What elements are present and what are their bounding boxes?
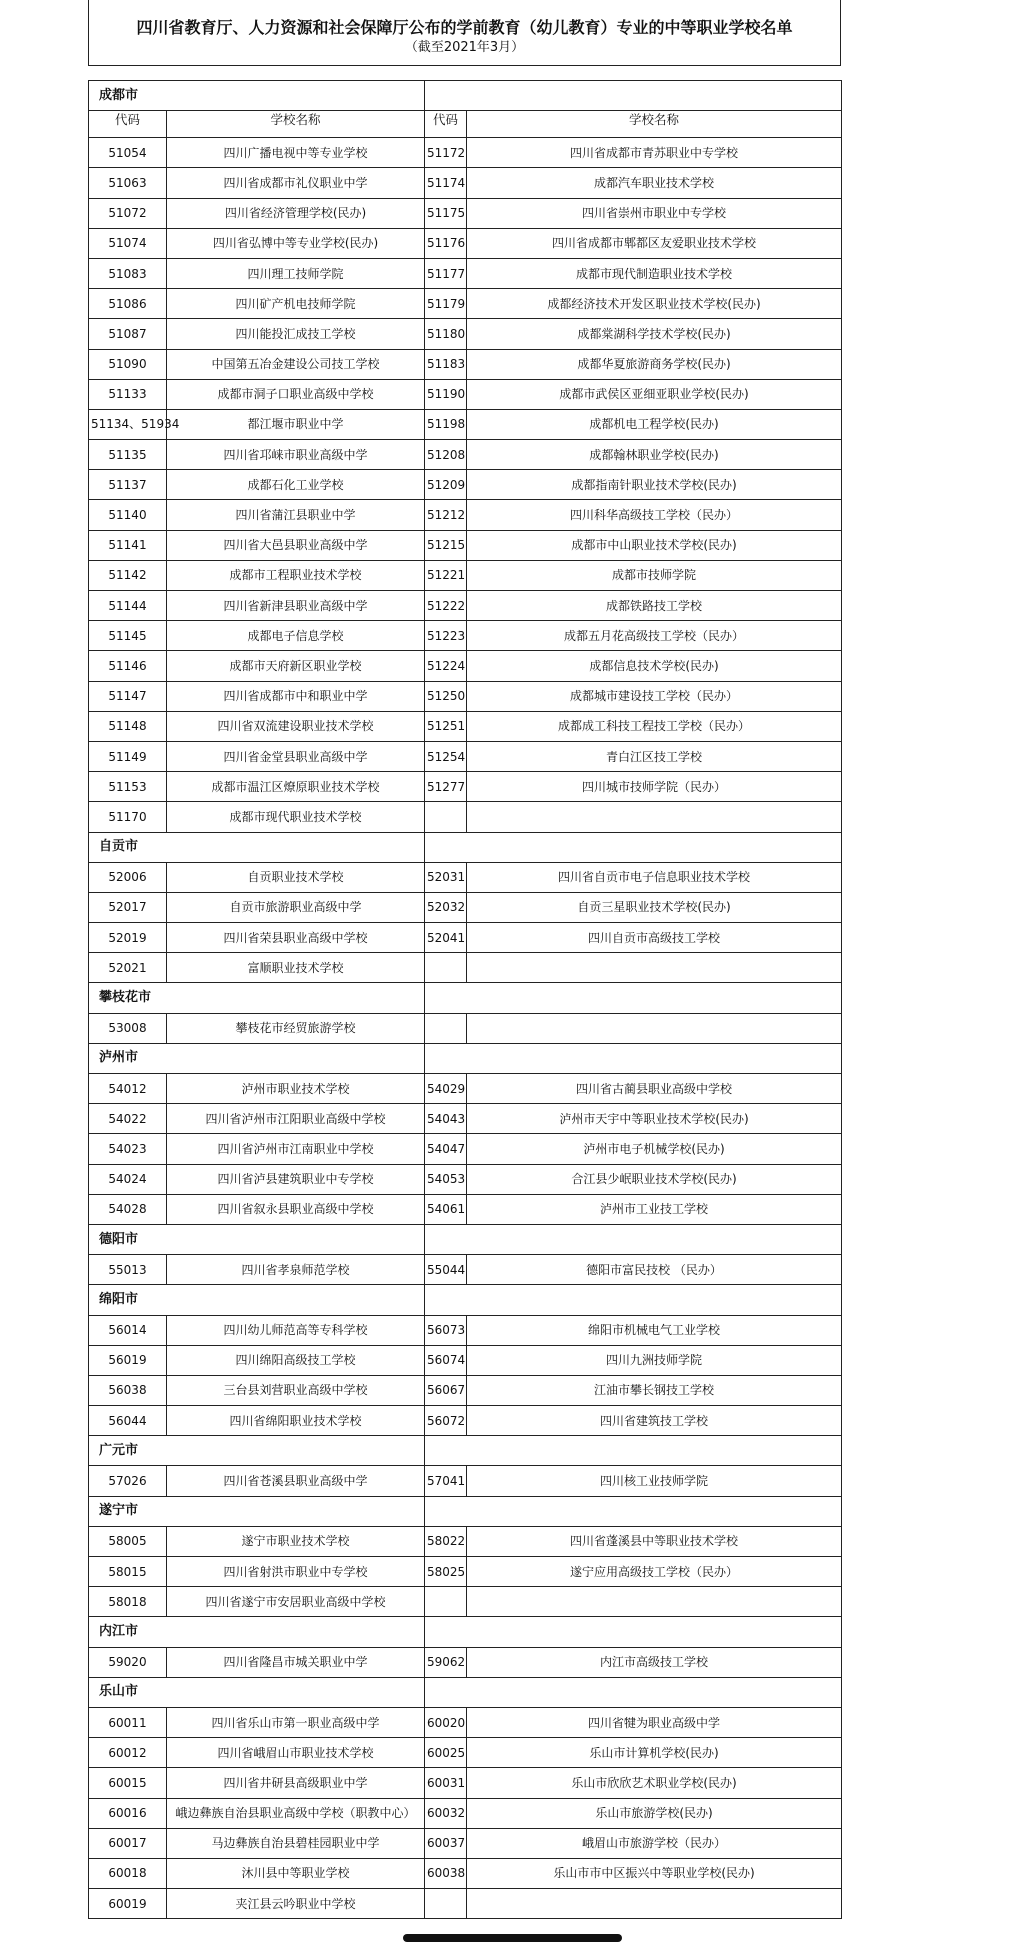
city-row	[89, 832, 842, 862]
school-name: 四川自贡市高级技工学校	[467, 923, 842, 953]
school-name: 四川省建筑技工学校	[467, 1406, 842, 1436]
table-row	[89, 772, 842, 802]
school-name: 成都市现代职业技术学校	[167, 802, 425, 832]
table-row	[89, 681, 842, 711]
school-name: 自贡市旅游职业高级中学	[167, 892, 425, 922]
school-name: 四川省井研县高级职业中学	[167, 1768, 425, 1798]
school-name: 成都市中山职业技术学校(民办)	[467, 530, 842, 560]
school-code: 60037	[425, 1828, 467, 1858]
city-row	[89, 81, 842, 111]
city-name: 广元市	[89, 1436, 425, 1466]
school-code: 55013	[89, 1255, 167, 1285]
school-code: 59062	[425, 1647, 467, 1677]
table-row	[89, 892, 842, 922]
school-code: 52019	[89, 923, 167, 953]
school-code: 56044	[89, 1406, 167, 1436]
city-row	[89, 983, 842, 1013]
empty-cell	[425, 983, 842, 1013]
school-name: 四川省泸县建筑职业中专学校	[167, 1164, 425, 1194]
school-code	[425, 1587, 467, 1617]
school-code: 51148	[89, 711, 167, 741]
school-name: 内江市高级技工学校	[467, 1647, 842, 1677]
school-code: 51190	[425, 379, 467, 409]
school-code: 60016	[89, 1798, 167, 1828]
table-row	[89, 1194, 842, 1224]
school-name: 成都铁路技工学校	[467, 591, 842, 621]
school-name: 四川省隆昌市城关职业中学	[167, 1647, 425, 1677]
school-code: 51149	[89, 741, 167, 771]
school-name: 乐山市计算机学校(民办)	[467, 1738, 842, 1768]
empty-cell	[425, 832, 842, 862]
school-code: 51083	[89, 258, 167, 288]
empty-cell	[425, 1043, 842, 1073]
city-row	[89, 1436, 842, 1466]
table-row	[89, 953, 842, 983]
title-block	[88, 0, 841, 66]
school-name: 四川省孝泉师范学校	[167, 1255, 425, 1285]
school-code: 54053	[425, 1164, 467, 1194]
table-row	[89, 1315, 842, 1345]
school-code: 51251	[425, 711, 467, 741]
school-code: 51134、51934	[89, 409, 167, 439]
table-row	[89, 1768, 842, 1798]
school-name: 四川省成都市郫都区友爱职业技术学校	[467, 228, 842, 258]
school-code: 51086	[89, 289, 167, 319]
school-name: 成都市洞子口职业高级中学校	[167, 379, 425, 409]
table-row	[89, 651, 842, 681]
school-name: 成都城市建设技工学校（民办）	[467, 681, 842, 711]
school-name: 四川省弘博中等专业学校(民办)	[167, 228, 425, 258]
school-name: 自贡职业技术学校	[167, 862, 425, 892]
table-row	[89, 621, 842, 651]
school-name: 四川省荣县职业高级中学校	[167, 923, 425, 953]
city-name: 绵阳市	[89, 1285, 425, 1315]
school-name: 四川省邛崃市职业高级中学	[167, 440, 425, 470]
school-name: 峨边彝族自治县职业高级中学校（职教中心）	[167, 1798, 425, 1828]
city-name: 泸州市	[89, 1043, 425, 1073]
school-name: 成都信息技术学校(民办)	[467, 651, 842, 681]
school-name: 绵阳市机械电气工业学校	[467, 1315, 842, 1345]
school-code: 51221	[425, 560, 467, 590]
school-code: 54022	[89, 1104, 167, 1134]
table-row	[89, 1647, 842, 1677]
city-row	[89, 1617, 842, 1647]
school-code	[425, 953, 467, 983]
school-code: 51183	[425, 349, 467, 379]
school-code: 58025	[425, 1557, 467, 1587]
school-name: 成都成工科技工程技工学校（民办）	[467, 711, 842, 741]
school-code: 51153	[89, 772, 167, 802]
school-name: 成都市天府新区职业学校	[167, 651, 425, 681]
school-name: 四川省叙永县职业高级中学校	[167, 1194, 425, 1224]
table-row	[89, 802, 842, 832]
city-name: 德阳市	[89, 1224, 425, 1254]
school-code: 54023	[89, 1134, 167, 1164]
school-name: 遂宁市职业技术学校	[167, 1526, 425, 1556]
school-name: 成都五月花高级技工学校（民办）	[467, 621, 842, 651]
table-row	[89, 1738, 842, 1768]
school-name: 遂宁应用高级技工学校（民办）	[467, 1557, 842, 1587]
school-name: 泸州市工业技工学校	[467, 1194, 842, 1224]
school-name: 成都市现代制造职业技术学校	[467, 258, 842, 288]
school-code: 60019	[89, 1889, 167, 1919]
empty-cell	[425, 1224, 842, 1254]
table-row	[89, 1858, 842, 1888]
city-row	[89, 1043, 842, 1073]
home-indicator[interactable]	[403, 1934, 622, 1942]
school-name: 合江县少岷职业技术学校(民办)	[467, 1164, 842, 1194]
school-name: 乐山市市中区振兴中等职业学校(民办)	[467, 1858, 842, 1888]
school-name: 泸州市职业技术学校	[167, 1074, 425, 1104]
school-code: 59020	[89, 1647, 167, 1677]
school-name: 四川省崇州市职业中专学校	[467, 198, 842, 228]
school-code: 56073	[425, 1315, 467, 1345]
school-code	[425, 1889, 467, 1919]
table-row	[89, 1134, 842, 1164]
school-code: 51172	[425, 138, 467, 168]
school-name	[467, 953, 842, 983]
table-row	[89, 711, 842, 741]
school-name: 四川省金堂县职业高级中学	[167, 741, 425, 771]
school-name: 四川省苍溪县职业高级中学	[167, 1466, 425, 1496]
table-row	[89, 1406, 842, 1436]
city-name: 自贡市	[89, 832, 425, 862]
school-code: 54047	[425, 1134, 467, 1164]
school-code: 60012	[89, 1738, 167, 1768]
city-name: 遂宁市	[89, 1496, 425, 1526]
table-row	[89, 228, 842, 258]
school-name: 四川矿产机电技师学院	[167, 289, 425, 319]
table-row	[89, 1828, 842, 1858]
school-code: 60020	[425, 1707, 467, 1737]
school-name: 四川省成都市中和职业中学	[167, 681, 425, 711]
school-name: 四川核工业技师学院	[467, 1466, 842, 1496]
school-name: 四川九洲技师学院	[467, 1345, 842, 1375]
school-code	[425, 1013, 467, 1043]
school-name: 四川省蓬溪县中等职业技术学校	[467, 1526, 842, 1556]
school-name: 成都市工程职业技术学校	[167, 560, 425, 590]
school-name: 成都机电工程学校(民办)	[467, 409, 842, 439]
school-name: 成都市武侯区亚细亚职业学校(民办)	[467, 379, 842, 409]
school-name: 四川省古蔺县职业高级中学校	[467, 1074, 842, 1104]
table-row	[89, 1345, 842, 1375]
table-row	[89, 1526, 842, 1556]
school-name: 夹江县云吟职业中学校	[167, 1889, 425, 1919]
school-name: 四川省峨眉山市职业技术学校	[167, 1738, 425, 1768]
school-code: 58018	[89, 1587, 167, 1617]
table-row	[89, 258, 842, 288]
school-name: 中国第五冶金建设公司技工学校	[167, 349, 425, 379]
school-name: 四川能投汇成技工学校	[167, 319, 425, 349]
table-row	[89, 1798, 842, 1828]
school-code: 51209	[425, 470, 467, 500]
document-title: 四川省教育厅、人力资源和社会保障厅公布的学前教育（幼儿教育）专业的中等职业学校名单	[136, 18, 793, 37]
city-row	[89, 1285, 842, 1315]
school-code: 56072	[425, 1406, 467, 1436]
school-code: 51140	[89, 500, 167, 530]
school-name: 成都华夏旅游商务学校(民办)	[467, 349, 842, 379]
school-code: 51222	[425, 591, 467, 621]
school-code: 56038	[89, 1375, 167, 1405]
table-row	[89, 560, 842, 590]
school-code: 51135	[89, 440, 167, 470]
school-name: 沐川县中等职业学校	[167, 1858, 425, 1888]
school-name: 攀枝花市经贸旅游学校	[167, 1013, 425, 1043]
school-name: 富顺职业技术学校	[167, 953, 425, 983]
table-row	[89, 289, 842, 319]
school-code: 51063	[89, 168, 167, 198]
school-name: 泸州市电子机械学校(民办)	[467, 1134, 842, 1164]
column-header-row	[89, 111, 842, 138]
school-code: 51250	[425, 681, 467, 711]
school-code: 51175	[425, 198, 467, 228]
school-name: 成都石化工业学校	[167, 470, 425, 500]
school-code: 52006	[89, 862, 167, 892]
table-row	[89, 319, 842, 349]
empty-cell	[425, 1617, 842, 1647]
school-code: 58022	[425, 1526, 467, 1556]
school-code: 51146	[89, 651, 167, 681]
empty-cell	[425, 81, 842, 111]
city-name: 攀枝花市	[89, 983, 425, 1013]
school-name: 四川省泸州市江阳职业高级中学校	[167, 1104, 425, 1134]
table-row	[89, 1466, 842, 1496]
table-row	[89, 379, 842, 409]
school-name: 四川省新津县职业高级中学	[167, 591, 425, 621]
school-code: 54061	[425, 1194, 467, 1224]
school-code: 54012	[89, 1074, 167, 1104]
school-code: 51074	[89, 228, 167, 258]
school-name: 四川城市技师学院（民办）	[467, 772, 842, 802]
school-code: 51223	[425, 621, 467, 651]
table-row	[89, 1375, 842, 1405]
school-name: 都江堰市职业中学	[167, 409, 425, 439]
empty-cell	[425, 1436, 842, 1466]
school-code: 52041	[425, 923, 467, 953]
school-name: 四川省成都市青苏职业中专学校	[467, 138, 842, 168]
empty-cell	[425, 1677, 842, 1707]
school-code: 51176	[425, 228, 467, 258]
column-header-code: 代码	[425, 111, 467, 138]
school-code: 51179	[425, 289, 467, 319]
school-name: 成都翰林职业学校(民办)	[467, 440, 842, 470]
school-name: 峨眉山市旅游学校（民办）	[467, 1828, 842, 1858]
school-name: 四川省双流建设职业技术学校	[167, 711, 425, 741]
table-row	[89, 741, 842, 771]
school-code: 51141	[89, 530, 167, 560]
school-code: 51087	[89, 319, 167, 349]
empty-cell	[425, 1285, 842, 1315]
school-code: 53008	[89, 1013, 167, 1043]
school-name: 四川省大邑县职业高级中学	[167, 530, 425, 560]
school-code: 60017	[89, 1828, 167, 1858]
school-name: 四川省成都市礼仪职业中学	[167, 168, 425, 198]
column-header-name: 学校名称	[167, 111, 425, 138]
school-code: 51147	[89, 681, 167, 711]
school-name: 泸州市天宇中等职业技术学校(民办)	[467, 1104, 842, 1134]
school-name: 乐山市旅游学校(民办)	[467, 1798, 842, 1828]
school-code: 52031	[425, 862, 467, 892]
table-row	[89, 349, 842, 379]
school-name	[467, 1587, 842, 1617]
school-code: 60018	[89, 1858, 167, 1888]
school-table	[88, 80, 842, 1919]
school-name: 成都电子信息学校	[167, 621, 425, 651]
school-name: 四川省经济管理学校(民办)	[167, 198, 425, 228]
school-code: 51142	[89, 560, 167, 590]
school-code: 54043	[425, 1104, 467, 1134]
school-name	[467, 802, 842, 832]
school-name: 四川广播电视中等专业学校	[167, 138, 425, 168]
empty-cell	[425, 1496, 842, 1526]
school-code: 51277	[425, 772, 467, 802]
school-code: 58005	[89, 1526, 167, 1556]
school-code: 60015	[89, 1768, 167, 1798]
school-name: 四川科华高级技工学校（民办）	[467, 500, 842, 530]
school-code: 58015	[89, 1557, 167, 1587]
school-name: 三台县刘营职业高级中学校	[167, 1375, 425, 1405]
school-code: 51180	[425, 319, 467, 349]
school-code: 54028	[89, 1194, 167, 1224]
school-name: 成都经济技术开发区职业技术学校(民办)	[467, 289, 842, 319]
school-code: 60031	[425, 1768, 467, 1798]
table-row	[89, 440, 842, 470]
table-row	[89, 862, 842, 892]
school-name: 成都汽车职业技术学校	[467, 168, 842, 198]
school-code: 51145	[89, 621, 167, 651]
school-name: 德阳市富民技校 （民办）	[467, 1255, 842, 1285]
school-name: 自贡三星职业技术学校(民办)	[467, 892, 842, 922]
city-name: 成都市	[89, 81, 425, 111]
school-code: 56074	[425, 1345, 467, 1375]
table-row	[89, 409, 842, 439]
school-code: 57026	[89, 1466, 167, 1496]
school-code: 60038	[425, 1858, 467, 1888]
school-name: 四川省自贡市电子信息职业技术学校	[467, 862, 842, 892]
school-name: 四川省射洪市职业中专学校	[167, 1557, 425, 1587]
school-name: 成都市技师学院	[467, 560, 842, 590]
school-name: 成都市温江区燎原职业技术学校	[167, 772, 425, 802]
table-row	[89, 1074, 842, 1104]
school-code: 51198	[425, 409, 467, 439]
column-header-code: 代码	[89, 111, 167, 138]
school-name: 四川绵阳高级技工学校	[167, 1345, 425, 1375]
school-code: 52032	[425, 892, 467, 922]
school-code: 51177	[425, 258, 467, 288]
table-row	[89, 591, 842, 621]
school-code: 56067	[425, 1375, 467, 1405]
school-code: 60032	[425, 1798, 467, 1828]
city-row	[89, 1496, 842, 1526]
city-row	[89, 1677, 842, 1707]
school-name: 四川省遂宁市安居职业高级中学校	[167, 1587, 425, 1617]
school-name	[467, 1889, 842, 1919]
school-code: 60025	[425, 1738, 467, 1768]
city-row	[89, 1224, 842, 1254]
school-code: 56019	[89, 1345, 167, 1375]
school-name: 青白江区技工学校	[467, 741, 842, 771]
school-code: 51090	[89, 349, 167, 379]
school-code: 51174	[425, 168, 467, 198]
table-row	[89, 1557, 842, 1587]
table-row	[89, 923, 842, 953]
school-code: 52017	[89, 892, 167, 922]
school-code: 51144	[89, 591, 167, 621]
table-row	[89, 470, 842, 500]
table-row	[89, 198, 842, 228]
school-code: 57041	[425, 1466, 467, 1496]
school-name: 成都指南针职业技术学校(民办)	[467, 470, 842, 500]
table-row	[89, 1707, 842, 1737]
school-name: 四川幼儿师范高等专科学校	[167, 1315, 425, 1345]
school-code: 51208	[425, 440, 467, 470]
school-name: 四川省泸州市江南职业中学校	[167, 1134, 425, 1164]
school-code: 51133	[89, 379, 167, 409]
school-code: 51212	[425, 500, 467, 530]
table-row	[89, 138, 842, 168]
school-name: 四川省蒲江县职业中学	[167, 500, 425, 530]
table-row	[89, 1255, 842, 1285]
document-subtitle: （截至2021年3月）	[404, 40, 525, 55]
school-code: 60011	[89, 1707, 167, 1737]
school-code: 52021	[89, 953, 167, 983]
table-row	[89, 1013, 842, 1043]
school-name	[467, 1013, 842, 1043]
school-code	[425, 802, 467, 832]
school-code: 51254	[425, 741, 467, 771]
document-sheet	[88, 0, 841, 1919]
column-header-name: 学校名称	[467, 111, 842, 138]
school-code: 55044	[425, 1255, 467, 1285]
school-name: 江油市攀长钢技工学校	[467, 1375, 842, 1405]
school-code: 56014	[89, 1315, 167, 1345]
school-code: 54024	[89, 1164, 167, 1194]
table-row	[89, 1164, 842, 1194]
table-row	[89, 1587, 842, 1617]
table-row	[89, 530, 842, 560]
school-name: 乐山市欣欣艺术职业学校(民办)	[467, 1768, 842, 1798]
school-name: 马边彝族自治县碧桂园职业中学	[167, 1828, 425, 1858]
school-code: 51224	[425, 651, 467, 681]
school-code: 51215	[425, 530, 467, 560]
school-name: 四川省绵阳职业技术学校	[167, 1406, 425, 1436]
school-code: 51170	[89, 802, 167, 832]
city-name: 乐山市	[89, 1677, 425, 1707]
school-code: 51137	[89, 470, 167, 500]
school-name: 四川省乐山市第一职业高级中学	[167, 1707, 425, 1737]
table-row	[89, 500, 842, 530]
school-code: 54029	[425, 1074, 467, 1104]
school-name: 四川省犍为职业高级中学	[467, 1707, 842, 1737]
school-name: 成都棠湖科学技术学校(民办)	[467, 319, 842, 349]
city-name: 内江市	[89, 1617, 425, 1647]
table-row	[89, 168, 842, 198]
school-name: 四川理工技师学院	[167, 258, 425, 288]
table-row	[89, 1104, 842, 1134]
table-row	[89, 1889, 842, 1919]
school-code: 51054	[89, 138, 167, 168]
school-code: 51072	[89, 198, 167, 228]
